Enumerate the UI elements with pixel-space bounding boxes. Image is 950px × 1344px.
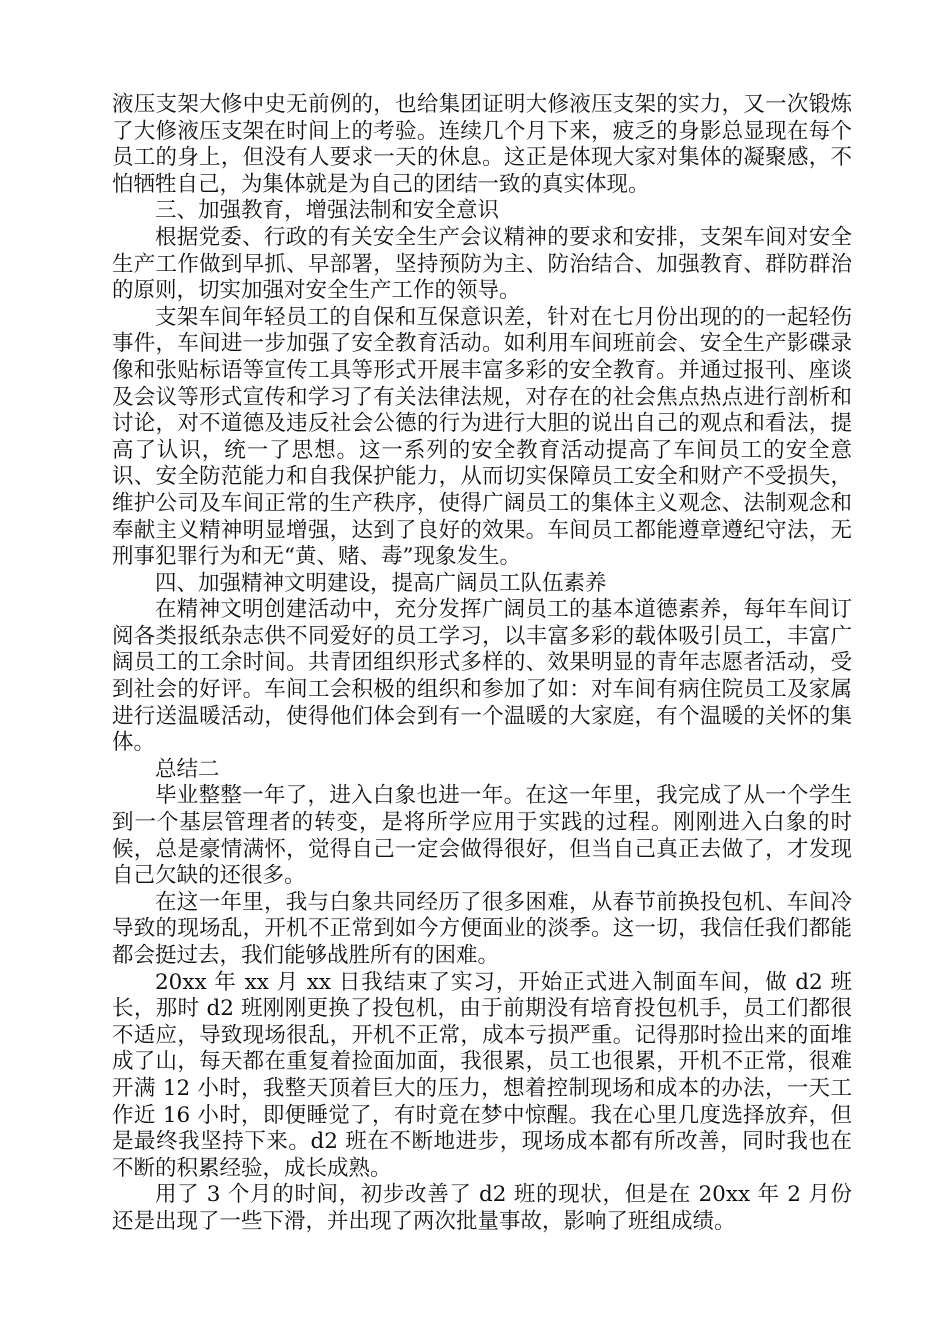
paragraph-safety-activities: 支架车间年轻员工的自保和互保意识差，针对在七月份出现的的一起轻伤事件，车间进一步加强了安全教育活动。如利用车间班前会、安全生产影碟录像和张贴标语等宣传工具等形式开展丰富多彩的安全教育。并通过报刊、座谈及会议等形式宣传和学习了有关法律法规，对存在的社会焦点热点进行剖析和讨论，对不道德及违反社会公德的行为进行大胆的说出自己的观点和看法，提高了认识，统一了思想。这一系列的安全教育活动提高了车间员工的安全意识、安全防范能力和自我保护能力，从而切实保障员工安全和财产不受损失，维护公司及车间正常的生产秩序，使得广阔员工的集体主义观念、法制观念和奉献主义精神明显增强，达到了良好的效果。车间员工都能遵章遵纪守法，无刑事犯罪行为和无“黄、赌、毒”现象发生。 [112, 304, 852, 570]
paragraph-three-months: 用了 3 个月的时间，初步改善了 d2 班的现状，但是在 20xx 年 2 月份还是出现了一些下滑，并出现了两次批量事故，影响了班组成绩。 [112, 1182, 852, 1234]
section-heading-safety-education: 三、加强教育，增强法制和安全意识 [155, 198, 500, 224]
section-heading-spiritual-civilization: 四、加强精神文明建设，提高广阔员工队伍素养 [155, 570, 607, 596]
paragraph-hydraulic-support: 液压支架大修中史无前例的，也给集团证明大修液压支架的实力，又一次锻炼了大修液压支架在时间上的考验。连续几个月下来，疲乏的身影总显现在每个员工的身上，但没有人要求一天的休息。这正是体现大家对集体的凝聚感，不怕牺牲自己，为集体就是为自己的团结一致的真实体现。 [112, 92, 852, 197]
paragraph-civilization-activities: 在精神文明创建活动中，充分发挥广阔员工的基本道德素养，每年车间订阅各类报纸杂志供不同爱好的员工学习，以丰富多彩的载体吸引员工，丰富广阔员工的工余时间。共青团组织形式多样的、效果明显的青年志愿者活动，受到社会的好评。车间工会积极的组织和参加了如：对车间有病住院员工及家属进行送温暖活动，使得他们体会到有一个温暖的大家庭，有个温暖的关怀的集体。 [112, 597, 852, 756]
paragraph-graduation-year: 毕业整整一年了，进入白象也进一年。在这一年里，我完成了从一个学生到一个基层管理者的转变，是将所学应用于实践的过程。刚刚进入白象的时候，总是豪情满怀，觉得自己一定会做得很好，但当自己真正去做了，才发现自己欠缺的还很多。 [112, 783, 852, 889]
document-page [112, 92, 852, 1236]
paragraph-d2-team-leader: 20xx 年 xx 月 xx 日我结束了实习，开始正式进入制面车间，做 d2 班长，那时 d2 班刚刚更换了投包机，由于前期没有培育投包机手，员工们都很不适应，导致现场很乱，开机不正常，成本亏损严重。记得那时捡出来的面堆成了山，每天都在重复着捡面加面，我很累，员工也很累，开机不正常，很难开满 12 小时，我整天顶着巨大的压力，想着控制现场和成本的办法，一天工作近 16 小时，即便睡觉了，有时竟在梦中惊醒。我在心里几度选择放弃，但是最终我坚持下来。d2 班在不断地进步，现场成本都有所改善，同时我也在不断的积累经验，成长成熟。 [112, 969, 852, 1181]
paragraph-safety-leadership: 根据党委、行政的有关安全生产会议精神的要求和安排，支架车间对安全生产工作做到早抓、早部署，坚持预防为主、防治结合、加强教育、群防群治的原则，切实加强对安全生产工作的领导。 [112, 224, 852, 304]
section-heading-summary-two: 总结二 [155, 756, 220, 782]
paragraph-difficulties: 在这一年里，我与白象共同经历了很多困难，从春节前换投包机、车间冷导致的现场乱，开机不正常到如今方便面业的淡季。这一切，我信任我们都能都会挺过去，我们能够战胜所有的困难。 [112, 889, 852, 968]
